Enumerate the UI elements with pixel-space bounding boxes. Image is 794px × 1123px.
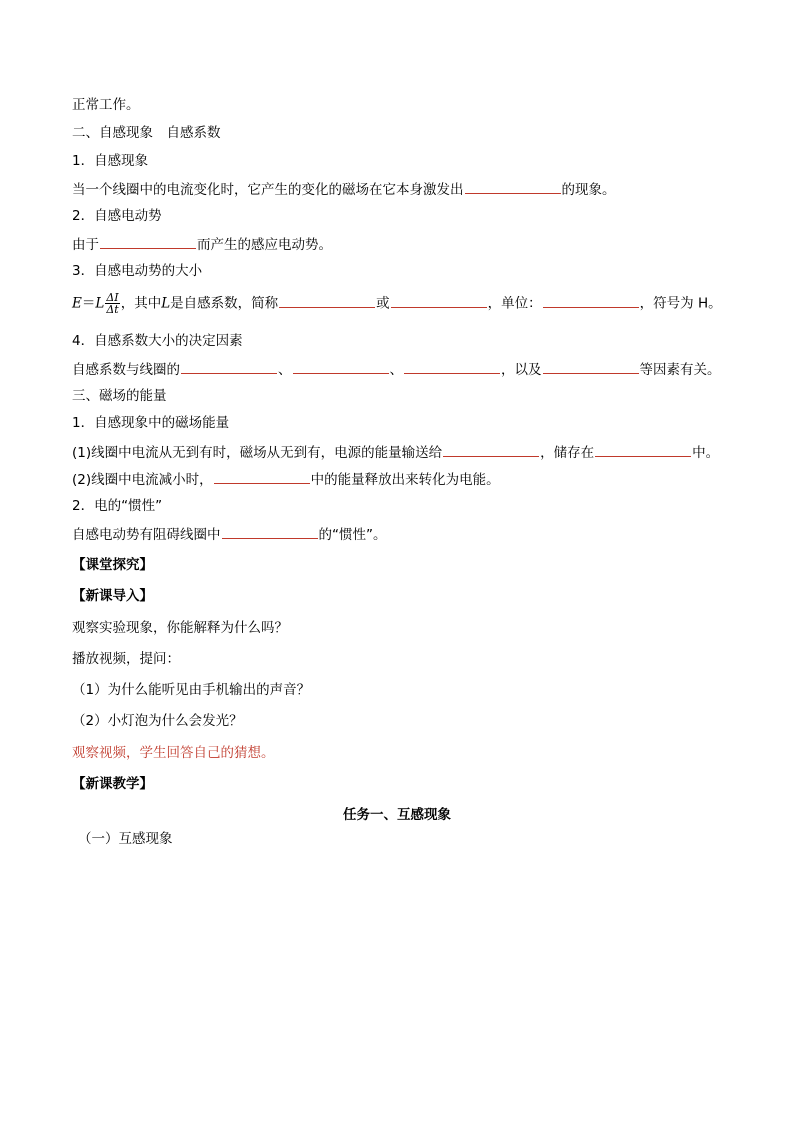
fill-blank[interactable] bbox=[279, 293, 375, 308]
text-line bbox=[72, 524, 387, 544]
subheading: 3．自感电动势的大小 bbox=[72, 263, 203, 279]
text-span: 或 bbox=[376, 295, 390, 312]
fill-blank[interactable] bbox=[181, 359, 277, 374]
subheading: 1．自感现象 bbox=[72, 153, 149, 169]
subheading: 2．电的“惯性” bbox=[72, 498, 163, 514]
text-span: ，以及 bbox=[501, 362, 542, 378]
text-span: ，单位： bbox=[487, 295, 542, 312]
subheading: 4．自感系数大小的决定因素 bbox=[72, 333, 243, 349]
fraction bbox=[105, 292, 119, 315]
fill-blank[interactable] bbox=[100, 234, 196, 249]
text-line bbox=[72, 234, 332, 254]
task-title: 任务一、互感现象 bbox=[343, 807, 451, 823]
fill-blank[interactable] bbox=[404, 359, 500, 374]
formula-symbol: L bbox=[161, 295, 171, 312]
fill-blank[interactable] bbox=[214, 469, 310, 484]
text-span: ，其中 bbox=[120, 295, 162, 312]
answer-line: 观察视频，学生回答自己的猜想。 bbox=[72, 745, 275, 761]
text-span: 的“惯性”。 bbox=[318, 527, 387, 543]
text-span: 由于 bbox=[72, 237, 99, 253]
fill-blank[interactable] bbox=[443, 442, 539, 457]
text-line bbox=[72, 179, 616, 199]
section-heading: 二、自感现象 自感系数 bbox=[72, 125, 221, 141]
text-line bbox=[72, 469, 500, 489]
text-span: 、 bbox=[278, 362, 292, 378]
text-span: (2)线圈中电流减小时， bbox=[72, 472, 213, 488]
fraction-denominator: Δt bbox=[106, 303, 119, 316]
fraction-numerator: ΔI bbox=[106, 291, 119, 304]
text-span: 等因素有关。 bbox=[639, 362, 721, 378]
section-label: 【新课教学】 bbox=[72, 776, 153, 792]
text-span: 是自感系数，简称 bbox=[170, 295, 279, 312]
text-span: 而产生的感应电动势。 bbox=[197, 237, 332, 253]
formula-line bbox=[72, 292, 722, 315]
formula-symbol: E bbox=[72, 295, 82, 312]
fill-blank[interactable] bbox=[543, 293, 639, 308]
text-line bbox=[72, 442, 719, 462]
fill-blank[interactable] bbox=[465, 179, 561, 194]
text-line: 正常工作。 bbox=[72, 97, 140, 113]
fill-blank[interactable] bbox=[222, 524, 318, 539]
question-line: （2）小灯泡为什么会发光？ bbox=[72, 713, 243, 729]
text-line: 观察实验现象，你能解释为什么吗？ bbox=[72, 620, 288, 636]
question-line: （1）为什么能听见由手机输出的声音？ bbox=[72, 682, 311, 698]
text-span: 中。 bbox=[692, 445, 720, 461]
formula-symbol: ＝ bbox=[81, 295, 96, 312]
text-span: ，符号为 H。 bbox=[639, 295, 722, 312]
fill-blank[interactable] bbox=[293, 359, 389, 374]
text-span: 自感电动势有阻碍线圈中 bbox=[72, 527, 221, 543]
text-line bbox=[72, 359, 721, 379]
section-label: 【课堂探究】 bbox=[72, 557, 153, 573]
fill-blank[interactable] bbox=[543, 359, 639, 374]
text-span: 当一个线圈中的电流变化时，它产生的变化的磁场在它本身激发出 bbox=[72, 182, 464, 198]
section-label: 【新课导入】 bbox=[72, 588, 153, 604]
text-span: 中的能量释放出来转化为电能。 bbox=[310, 472, 500, 488]
subheading: 1．自感现象中的磁场能量 bbox=[72, 415, 230, 431]
subsection-title: （一）互感现象 bbox=[78, 831, 173, 847]
section-heading: 三、磁场的能量 bbox=[72, 388, 167, 404]
text-span: 的现象。 bbox=[561, 182, 616, 198]
text-line: 播放视频，提问： bbox=[72, 651, 180, 667]
text-span: (1)线圈中电流从无到有时，磁场从无到有，电源的能量输送给 bbox=[72, 445, 443, 461]
text-span: 自感系数与线圈的 bbox=[72, 362, 180, 378]
formula-symbol: L bbox=[95, 295, 105, 312]
text-span: ，储存在 bbox=[540, 445, 595, 461]
fill-blank[interactable] bbox=[391, 293, 487, 308]
fill-blank[interactable] bbox=[595, 442, 691, 457]
text-span: 、 bbox=[389, 362, 403, 378]
subheading: 2．自感电动势 bbox=[72, 208, 162, 224]
